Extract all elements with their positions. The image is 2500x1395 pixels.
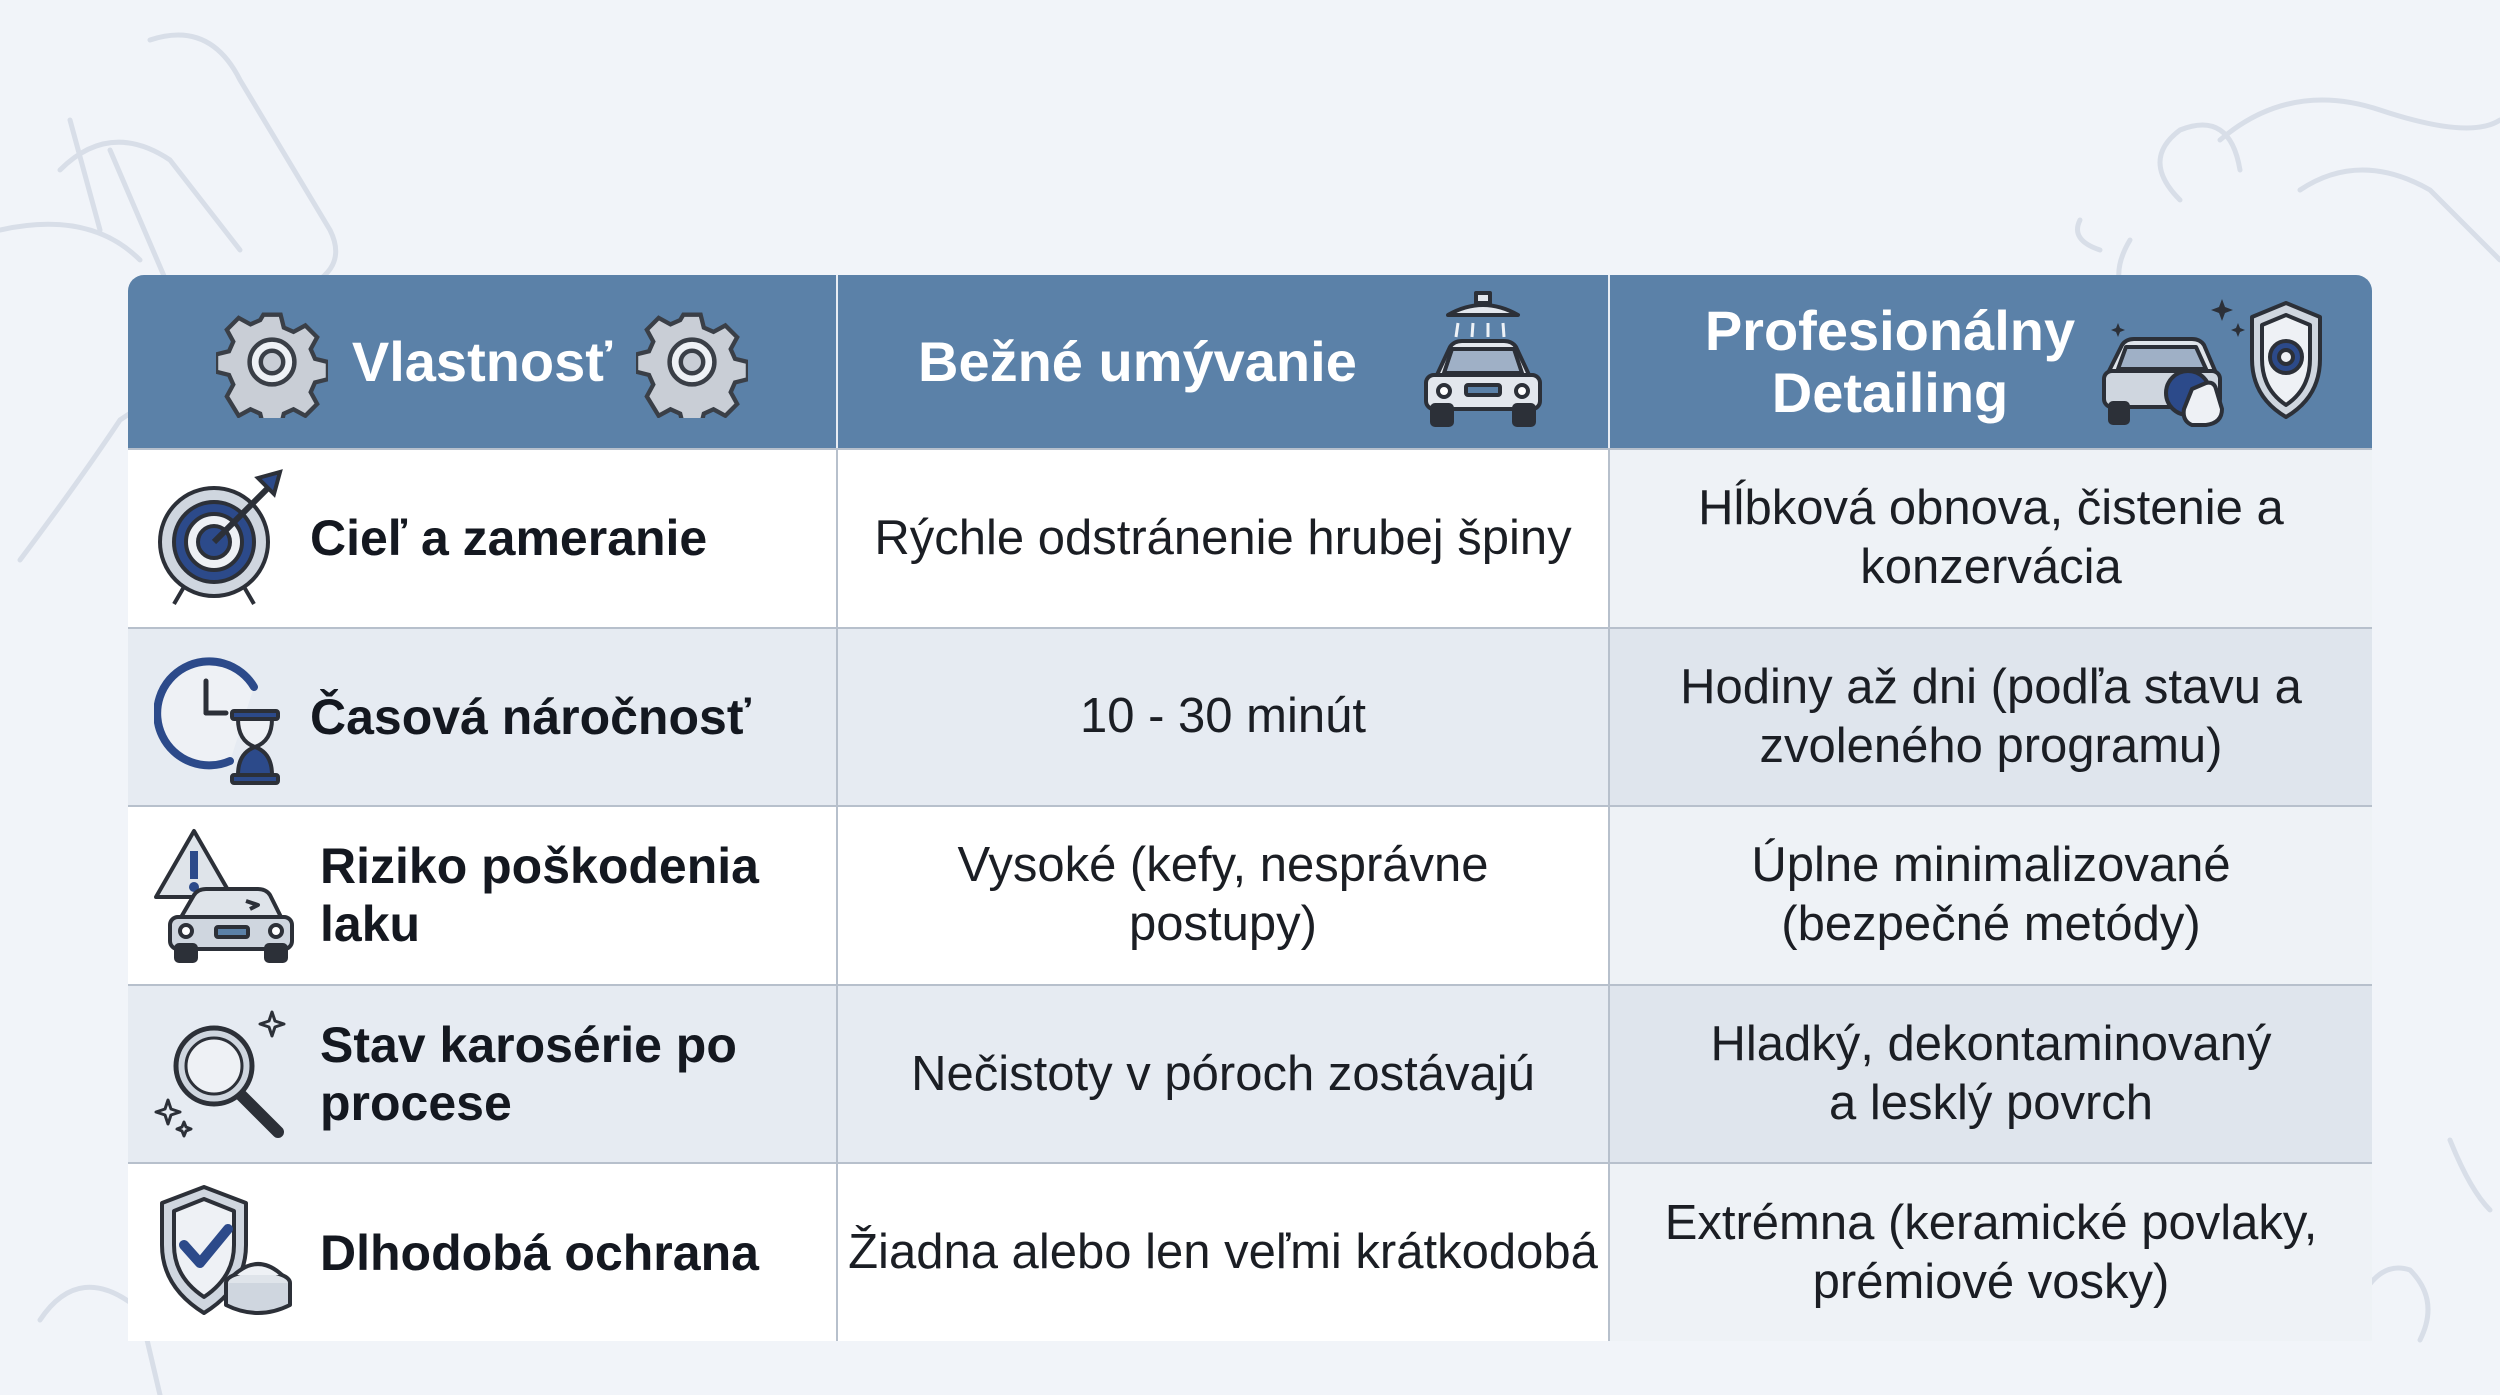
feature-label: Cieľ a zameranie [310,510,708,567]
target-icon [154,468,284,608]
header-standard-wash [836,275,1608,448]
feature-label: Časová náročnosť [310,688,751,745]
gear-icon [216,306,328,418]
header-feature-label: Vlastnosť [351,329,613,393]
table-row-5-standard: Žiadna alebo len veľmi krátkodobá [836,1162,1608,1341]
table-row-2-standard: 10 - 30 minút [836,627,1608,806]
table-row-2-pro: Hodiny až dni (podľa stavu a zvoleného programu) [1608,627,2372,806]
clock-hourglass-icon [154,647,284,787]
comparison-table [128,275,2372,1341]
header-feature [128,275,836,448]
table-row-1-standard: Rýchle odstránenie hrubej špiny [836,448,1608,627]
car-polish-shield-icon [2102,293,2342,433]
header-pro-line1: Profesionálny [1704,298,2076,362]
table-row-1-pro: Hĺbková obnova, čistenie a konzervácia [1608,448,2372,627]
table-row-3-feature [128,805,836,984]
gear-icon [636,306,748,418]
warning-car-icon [154,825,294,965]
car-wash-shower-icon [1418,291,1548,431]
feature-label: Stav karosérie po procese [320,1017,737,1132]
table-row-5-pro: Extrémna (keramické povlaky, prémiové vosky) [1608,1162,2372,1341]
header-pro-line2: Detailing [1771,360,2009,424]
table-row-3-standard: Vysoké (kefy, nesprávne postupy) [836,805,1608,984]
table-row-2-feature [128,627,836,806]
table-row-4-standard: Nečistoty v póroch zostávajú [836,984,1608,1163]
table-row-3-pro: Úplne minimalizované (bezpečné metódy) [1608,805,2372,984]
table-row-1-feature [128,448,836,627]
table-row-5-feature [128,1162,836,1341]
feature-label: Riziko poškodenia laku [320,838,759,953]
feature-label: Dlhodobá ochrana [320,1224,759,1281]
table-row-4-pro: Hladký, dekontaminovaný a lesklý povrch [1608,984,2372,1163]
magnifier-sparkle-icon [154,1004,294,1144]
table-row-4-feature [128,984,836,1163]
shield-wax-icon [154,1183,294,1323]
header-standard-wash-label: Bežné umývanie [918,329,1357,393]
header-pro-detailing [1608,275,2372,448]
